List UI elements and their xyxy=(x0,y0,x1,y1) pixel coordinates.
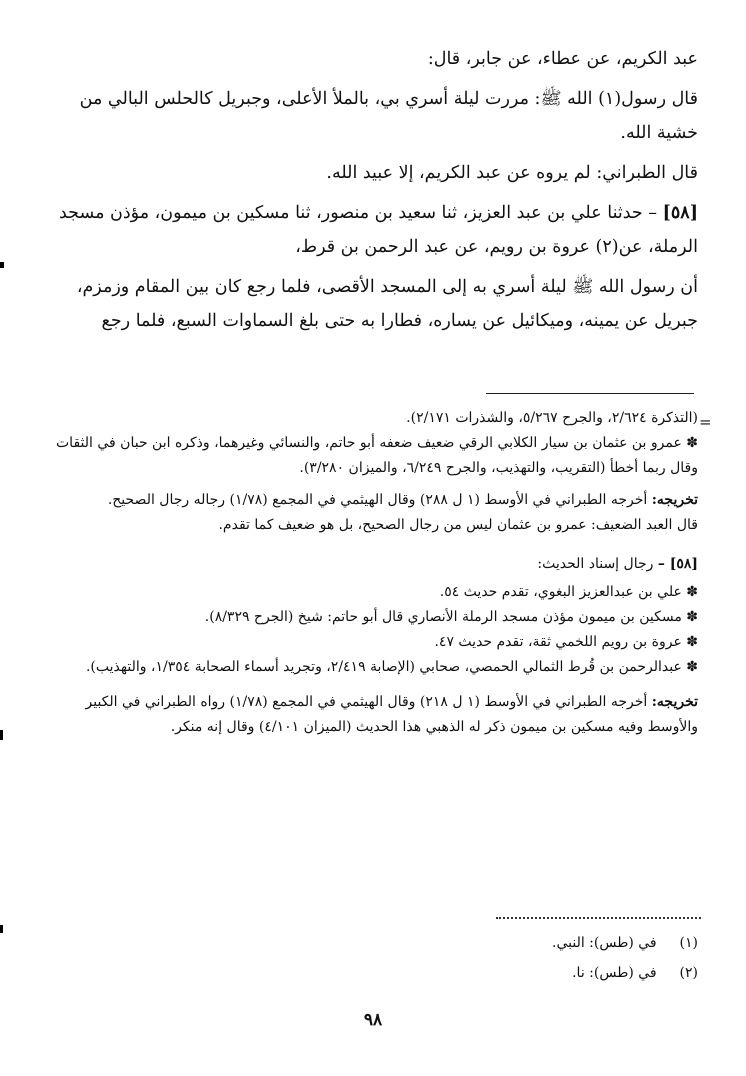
takhrij-label: تخريجه: xyxy=(651,492,698,508)
main-para-3: قال الطبراني: لم يروه عن عبد الكريم، إلا عبيد الله. xyxy=(326,163,698,183)
note-7: ✽ مسكين بن ميمون مؤذن مسجد الرملة الأنصاري قال أبو حاتم: شيخ (الجرح ٨/٣٢٩). xyxy=(204,609,698,625)
notes-separator xyxy=(486,393,694,394)
note-3: تخريجه: أخرجه الطبراني في الأوسط (١ ل ٢٨٨) وقال الهيثمي في المجمع (١/٧٨) رجاله رجال الصحيح. xyxy=(107,492,698,508)
margin-dot xyxy=(0,730,3,740)
main-para-2: قال رسول(١) الله ﷺ: مررت ليلة أسري بي، بالملأ الأعلى، وجبريل كالحلس البالي من خشية الله. xyxy=(79,89,698,143)
page-number: ٩٨ xyxy=(363,1010,383,1030)
footnote-1 xyxy=(48,928,698,958)
main-para-5: أن رسول الله ﷺ ليلة أسري به إلى المسجد الأقصى، فلما رجع كان بين المقام وزمزم، جبريل عن يمينه، وميكائيل عن يساره، فطارا به حتى بلغ السماوات السبع، فلما رجع xyxy=(76,277,698,331)
footnote-number: (١) xyxy=(679,935,698,951)
note-5: [٥٨] – رجال إسناد الحديث: xyxy=(537,556,698,572)
margin-mark: = xyxy=(699,413,712,431)
footnote-text: في (طس): نا. xyxy=(572,965,657,981)
note-1: (التذكرة ٢/٦٢٤، والجرح ٥/٢٦٧، والشذرات ٢/١٧١). xyxy=(406,410,698,426)
margin-dot xyxy=(0,925,3,933)
main-line-1: عبد الكريم، عن عطاء، عن جابر، قال: xyxy=(427,49,698,69)
note-10: تخريجه: أخرجه الطبراني في الأوسط (١ ل ٢١٨) وقال الهيثمي في المجمع (١/٧٨) رواه الطبراني في الكبير والأوسط وفيه مسكين بن ميمون ذكر له الذهبي هذا الحديث (الميزان ٤/١٠١) وقال إنه منكر. xyxy=(85,694,698,735)
main-text xyxy=(48,42,698,338)
margin-dot xyxy=(0,262,4,268)
main-para-4 xyxy=(48,196,698,264)
note-2: ✽ عمرو بن عثمان بن سيار الكلابي الرقي ضعيف ضعفه أبو حاتم، والنسائي وغيرهما، وذكره ابن حبان في الثقات وقال ربما أخطأ (التقريب، والتهذيب، والجرح ٦/٢٤٩، والميزان ٣/٢٨٠). xyxy=(56,435,698,476)
note-8: ✽ عروة بن رويم اللخمي ثقة، تقدم حديث ٤٧. xyxy=(434,634,698,650)
hadith-number: [٥٨] xyxy=(662,203,698,223)
footnote-text: في (طس): النبي. xyxy=(552,935,657,951)
footnote-2 xyxy=(48,958,698,988)
note-9: ✽ عبدالرحمن بن قُرط الثمالي الحمصي، صحابي (الإصابة ٢/٤١٩، وتجريد أسماء الصحابة ١/٣٥٤، والتهذيب). xyxy=(85,659,698,675)
hadith-number: [٥٨] – xyxy=(657,556,698,572)
note-4: قال العبد الضعيف: عمرو بن عثمان ليس من رجال الصحيح، بل هو ضعيف كما تقدم. xyxy=(218,517,698,533)
footnote-number: (٢) xyxy=(679,965,698,981)
note-6: ✽ علي بن عبدالعزيز البغوي، تقدم حديث ٥٤. xyxy=(439,584,698,600)
footnote-separator xyxy=(496,917,701,919)
takhrij-label: تخريجه: xyxy=(651,694,698,710)
footnotes xyxy=(48,928,698,988)
notes-block xyxy=(48,406,698,740)
hadith-isnad: – حدثنا علي بن عبد العزيز، ثنا سعيد بن منصور، ثنا مسكين بن ميمون، مؤذن مسجد الرملة، عن(٢) عروة بن رويم، عن عبد الرحمن بن قرط، xyxy=(58,203,698,257)
